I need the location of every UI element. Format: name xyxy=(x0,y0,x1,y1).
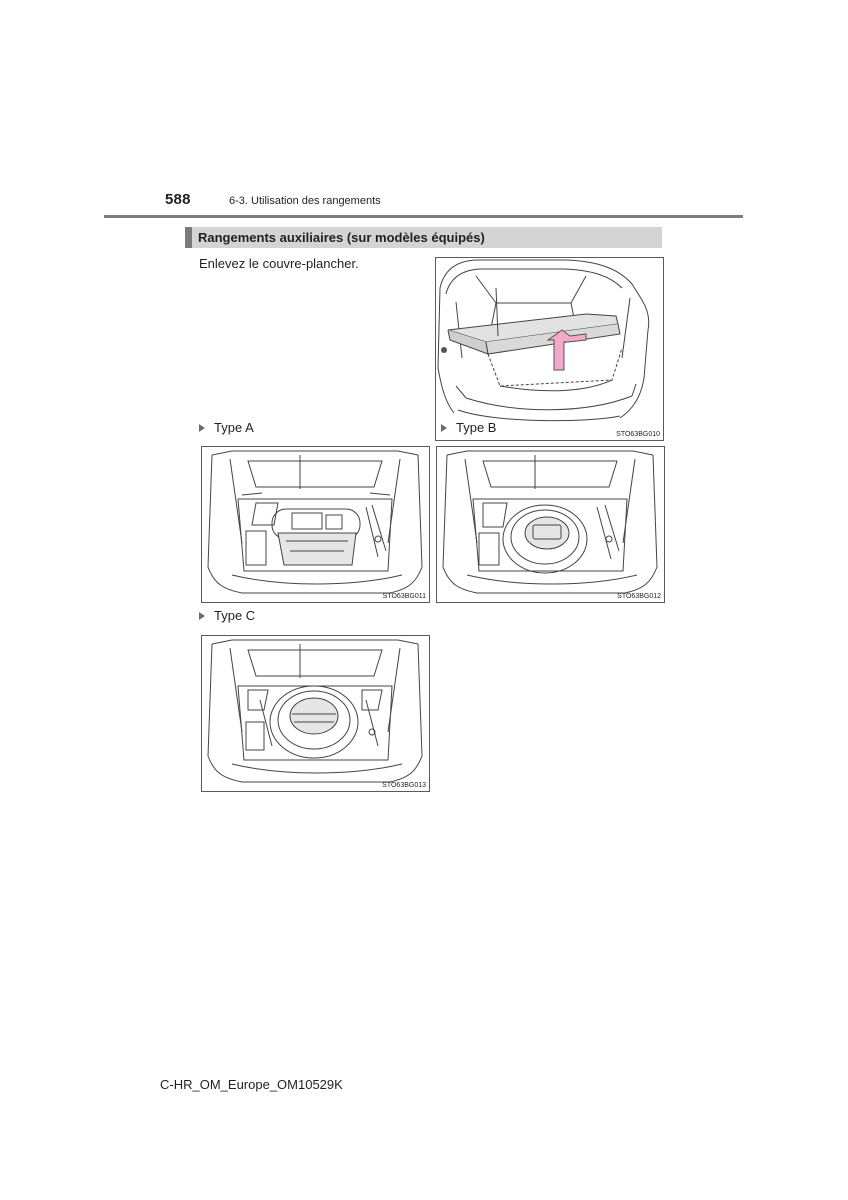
type-b-label xyxy=(441,420,496,435)
instruction-text: Enlevez le couvre-plancher. xyxy=(199,256,359,271)
figure-type-b xyxy=(436,446,665,603)
type-a-text: Type A xyxy=(214,420,254,435)
figure-type-c xyxy=(201,635,430,792)
footer-doc-id: C-HR_OM_Europe_OM10529K xyxy=(160,1077,343,1092)
page-number: 588 xyxy=(165,191,191,208)
type-a-label xyxy=(199,420,254,435)
subheading-title: Rangements auxiliaires (sur modèles équipés) xyxy=(198,230,485,245)
type-c-label xyxy=(199,608,255,623)
bullet-triangle-icon xyxy=(199,424,205,432)
bullet-triangle-icon xyxy=(441,424,447,432)
lift-arrow xyxy=(548,330,586,370)
bullet-triangle-icon xyxy=(199,612,205,620)
figure-type-a xyxy=(201,446,430,603)
subheading-marker xyxy=(185,227,192,248)
figure-code: STO63BG010 xyxy=(616,431,660,438)
type-a-illustration xyxy=(202,447,429,602)
subheading-bar xyxy=(185,227,662,248)
figure-code: STO63BG012 xyxy=(617,593,661,600)
section-title: 6-3. Utilisation des rangements xyxy=(229,195,381,207)
figure-floor-cover-removal xyxy=(435,257,664,441)
figure-code: STO63BG013 xyxy=(382,782,426,789)
figure-code: STO63BG011 xyxy=(382,593,426,600)
header-rule xyxy=(104,215,743,218)
type-c-illustration xyxy=(202,636,429,791)
type-b-illustration xyxy=(437,447,664,602)
type-c-text: Type C xyxy=(214,608,256,623)
floor-cover-illustration xyxy=(436,258,663,440)
type-b-text: Type B xyxy=(456,420,497,435)
